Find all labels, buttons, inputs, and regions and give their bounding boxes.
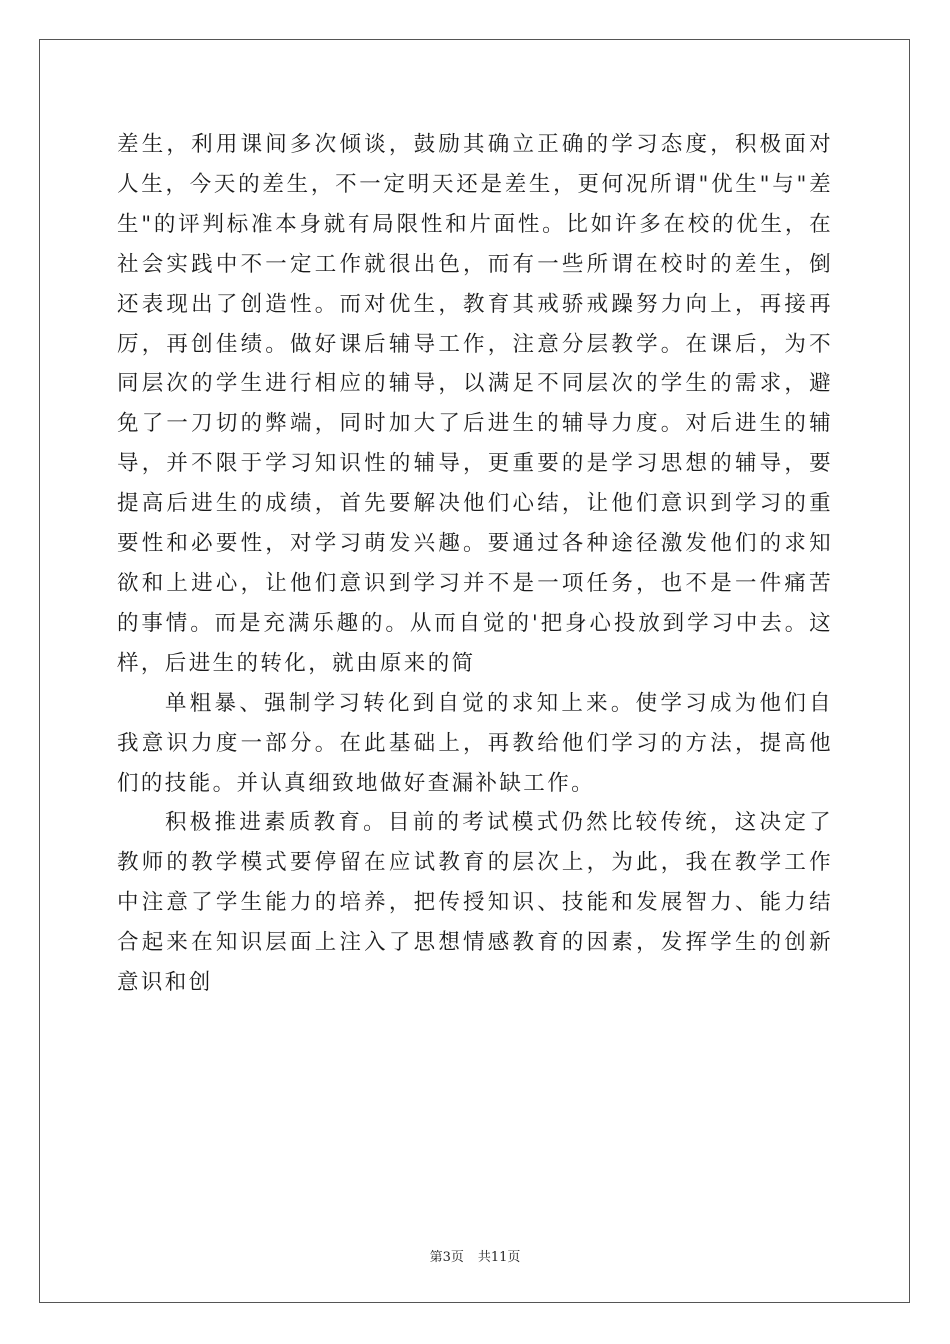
page-total: 共11页: [477, 1250, 521, 1265]
paragraph-3: 积极推进素质教育。目前的考试模式仍然比较传统，这决定了教师的教学模式要停留在应试教育的层次上，为此，我在教学工作中注意了学生能力的培养，把传授知识、技能和发展智力、能力结合起来在知识层面上注入了思想情感教育的因素，发挥学生的创新意识和创: [117, 810, 833, 996]
paragraph-2: 单粗暴、强制学习转化到自觉的求知上来。使学习成为他们自我意识力度一部分。在此基础上，再教给他们学习的方法，提高他们的技能。并认真细致地做好查漏补缺工作。: [117, 690, 833, 796]
page-footer: [0, 1246, 950, 1265]
document-body: [117, 125, 833, 1003]
paragraph-1: 差生，利用课间多次倾谈，鼓励其确立正确的学习态度，积极面对人生，今天的差生，不一定明天还是差生，更何况所谓"优生"与"差生"的评判标准本身就有局限性和片面性。比如许多在校的优生，在社会实践中不一定工作就很出色，而有一些所谓在校时的差生，倒还表现出了创造性。而对优生，教育其戒骄戒躁努力向上，再接再厉，再创佳绩。做好课后辅导工作，注意分层教学。在课后，为不同层次的学生进行相应的辅导，以满足不同层次的学生的需求，避免了一刀切的弊端，同时加大了后进生的辅导力度。对后进生的辅导，并不限于学习知识性的辅导，更重要的是学习思想的辅导，要提高后进生的成绩，首先要解决他们心结，让他们意识到学习的重要性和必要性，对学习萌发兴趣。要通过各种途径激发他们的求知欲和上进心，让他们意识到学习并不是一项任务，也不是一件痛苦的事情。而是充满乐趣的。从而自觉的'把身心投放到学习中去。这样，后进生的转化，就由原来的简: [117, 132, 833, 676]
page-number: 第3页: [429, 1250, 464, 1265]
